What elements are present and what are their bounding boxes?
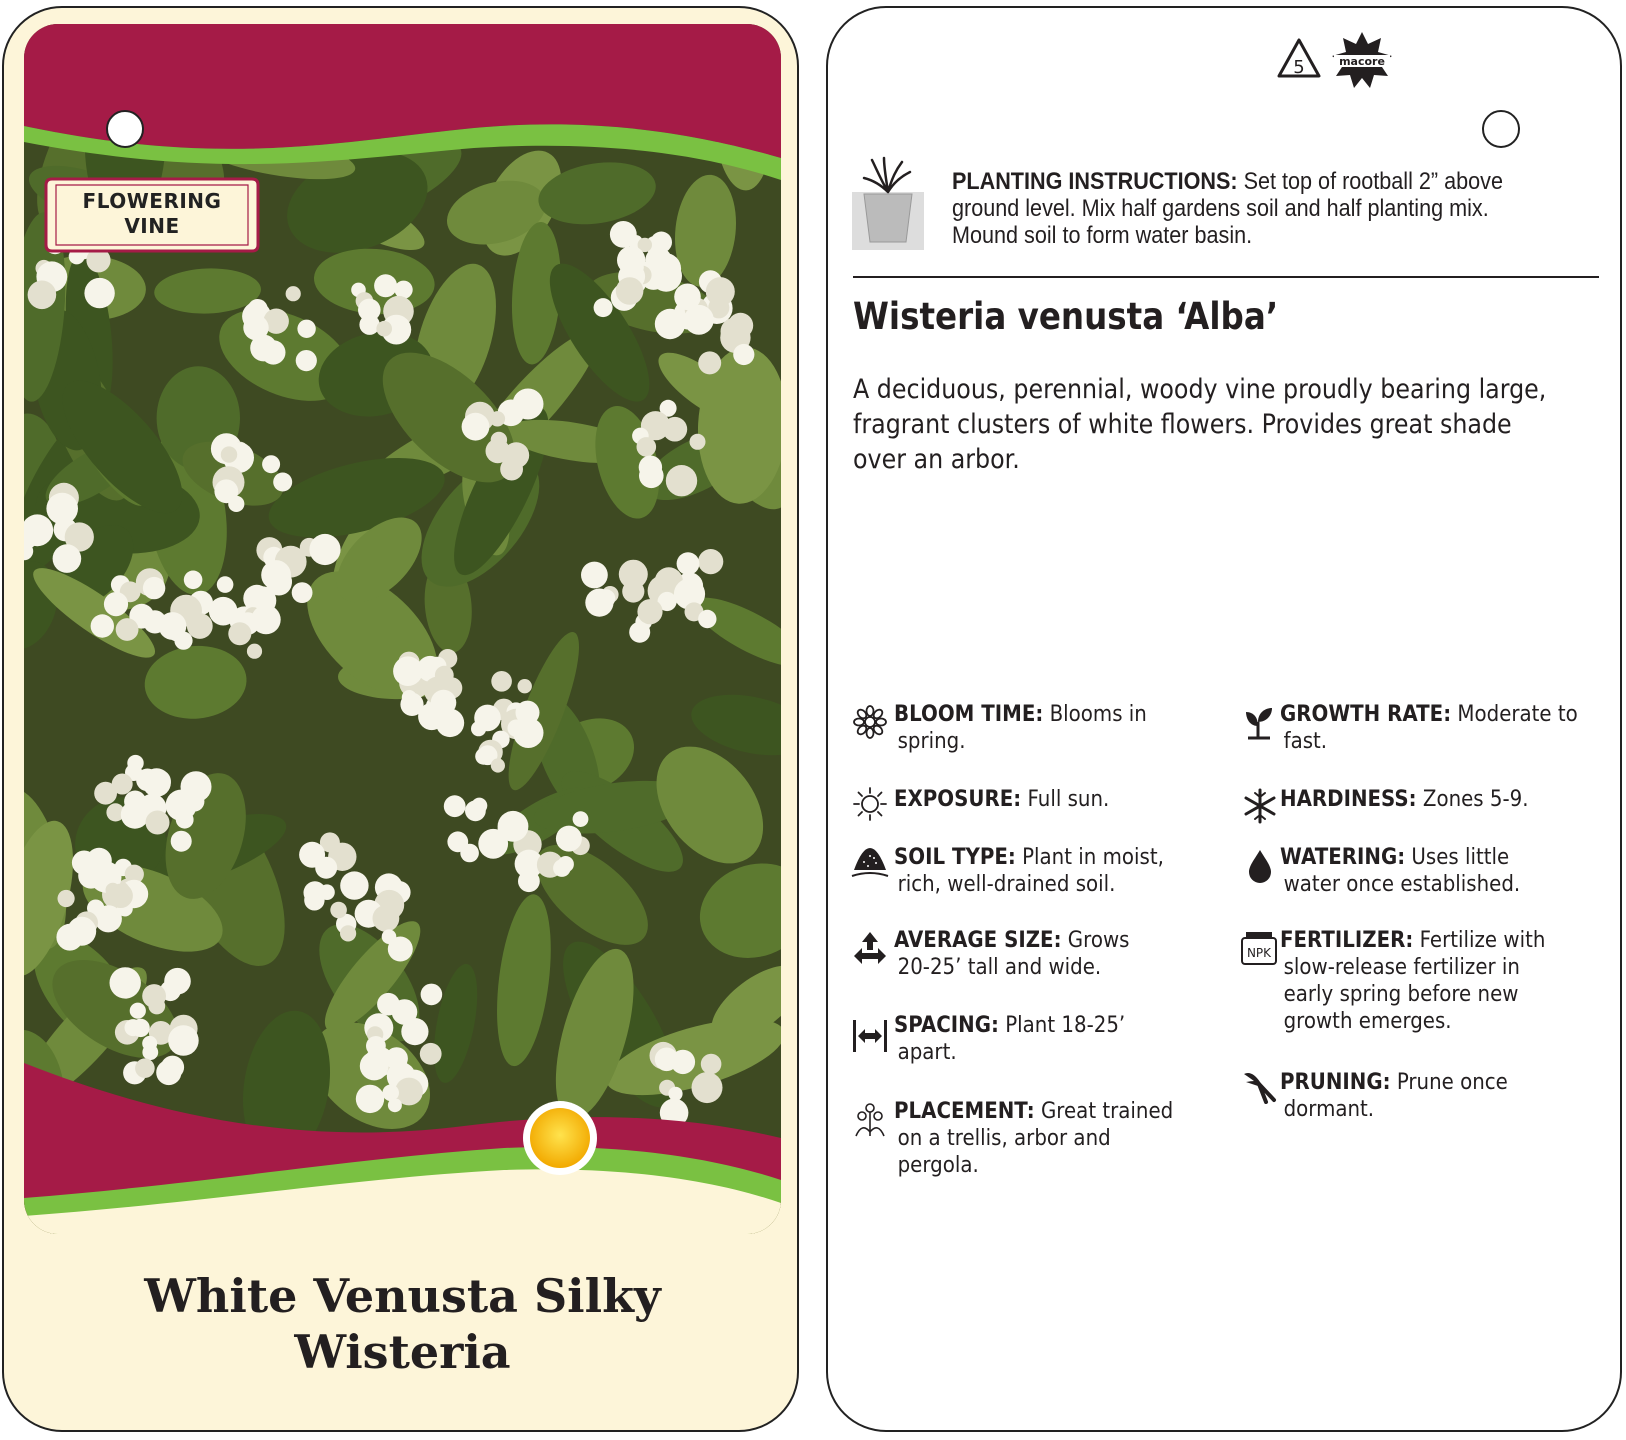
- npk-label: NPK: [1246, 946, 1272, 960]
- size-icon: [852, 930, 888, 966]
- common-name-line-2: Wisteria: [294, 1325, 511, 1379]
- category-line-2: VINE: [124, 214, 180, 238]
- attr-text: Fertilize with: [1419, 928, 1546, 953]
- attr-text-cont: spring.: [897, 729, 966, 754]
- attr-text-cont: 20-25’ tall and wide.: [897, 955, 1102, 980]
- attr-text: Grows: [1067, 928, 1130, 953]
- flower-icon: [852, 704, 888, 740]
- front-tag: [2, 6, 799, 1432]
- snowflake-icon: [1242, 788, 1278, 824]
- attr-text-cont: apart.: [897, 1040, 957, 1065]
- growth-icon: [1242, 704, 1278, 740]
- attr-label: FERTILIZER:: [1280, 928, 1414, 953]
- attr-text: Plant in moist,: [1022, 845, 1164, 870]
- category-line-1: FLOWERING: [82, 189, 222, 213]
- soil-icon: [850, 846, 890, 882]
- common-name: [24, 1268, 781, 1380]
- attr-label: SOIL TYPE:: [894, 845, 1016, 870]
- macore-logo: [1328, 30, 1396, 90]
- attr-watering: [1280, 844, 1622, 898]
- attr-text: Great trained: [1040, 1099, 1174, 1124]
- recycle-number: 5: [1293, 57, 1305, 78]
- attr-hardiness: [1280, 786, 1622, 813]
- attr-text: Moderate to: [1457, 702, 1578, 727]
- attr-label: HARDINESS:: [1280, 787, 1417, 812]
- sun-icon: [852, 786, 888, 822]
- hang-hole: [1482, 110, 1520, 148]
- planting-text: Set top of rootball 2” above ground level. Mix half gardens soil and half planting mix. Mound soil to form water basin.: [952, 168, 1503, 249]
- placement-icon: [852, 1102, 888, 1138]
- planting-pot-icon: [850, 156, 926, 252]
- attr-text-cont: rich, well-drained soil.: [897, 872, 1116, 897]
- attr-label: WATERING:: [1280, 845, 1406, 870]
- attr-text: Zones 5-9.: [1422, 787, 1529, 812]
- full-sun-icon: [530, 1108, 590, 1168]
- planting-label: PLANTING INSTRUCTIONS:: [952, 168, 1238, 195]
- attr-average-size: [894, 927, 1236, 981]
- water-drop-icon: [1242, 848, 1278, 884]
- attr-label: SPACING:: [894, 1013, 999, 1038]
- pruners-icon: [1242, 1068, 1278, 1104]
- attr-text-cont: on a trellis, arbor and pergola.: [897, 1126, 1111, 1178]
- category-label: [42, 189, 262, 239]
- attr-soil-type: [894, 844, 1236, 898]
- attr-fertilizer: [1280, 927, 1622, 1035]
- hang-hole: [106, 110, 144, 148]
- divider: [853, 276, 1599, 278]
- attr-text-cont: fast.: [1283, 729, 1328, 754]
- attr-label: GROWTH RATE:: [1280, 702, 1452, 727]
- brand-name: macore: [1339, 55, 1385, 68]
- attr-text: Uses little: [1411, 845, 1510, 870]
- attr-text-cont: dormant.: [1283, 1097, 1375, 1122]
- attr-text: Plant 18-25’: [1005, 1013, 1126, 1038]
- attr-text: Blooms in: [1049, 702, 1147, 727]
- recycle-icon: [1275, 36, 1323, 84]
- npk-icon: [1240, 930, 1278, 966]
- attr-spacing: [894, 1012, 1236, 1066]
- attr-label: EXPOSURE:: [894, 787, 1022, 812]
- spacing-icon: [852, 1018, 888, 1054]
- attr-text: Full sun.: [1027, 787, 1110, 812]
- attr-text-cont: water once established.: [1283, 872, 1521, 897]
- attr-label: AVERAGE SIZE:: [894, 928, 1062, 953]
- attr-growth-rate: [1280, 701, 1622, 755]
- attr-bloom-time: [894, 701, 1236, 755]
- back-tag: [826, 6, 1622, 1432]
- attr-label: BLOOM TIME:: [894, 702, 1044, 727]
- plant-description: A deciduous, perennial, woody vine proudly bearing large, fragrant clusters of white flowers. Provides great shade over an arbor.: [853, 374, 1547, 475]
- common-name-line-1: White Venusta Silky: [144, 1269, 661, 1323]
- attr-label: PLACEMENT:: [894, 1099, 1035, 1124]
- attr-text: Prune once: [1396, 1070, 1508, 1095]
- attr-exposure: [894, 786, 1236, 813]
- attr-label: PRUNING:: [1280, 1070, 1391, 1095]
- attr-pruning: [1280, 1069, 1622, 1123]
- attr-text-cont: slow-release fertilizer in early spring before new growth emerges.: [1283, 955, 1520, 1034]
- planting-instructions: [952, 168, 1528, 249]
- botanical-name: Wisteria venusta ‘Alba’: [853, 295, 1279, 338]
- attr-placement: [894, 1098, 1236, 1179]
